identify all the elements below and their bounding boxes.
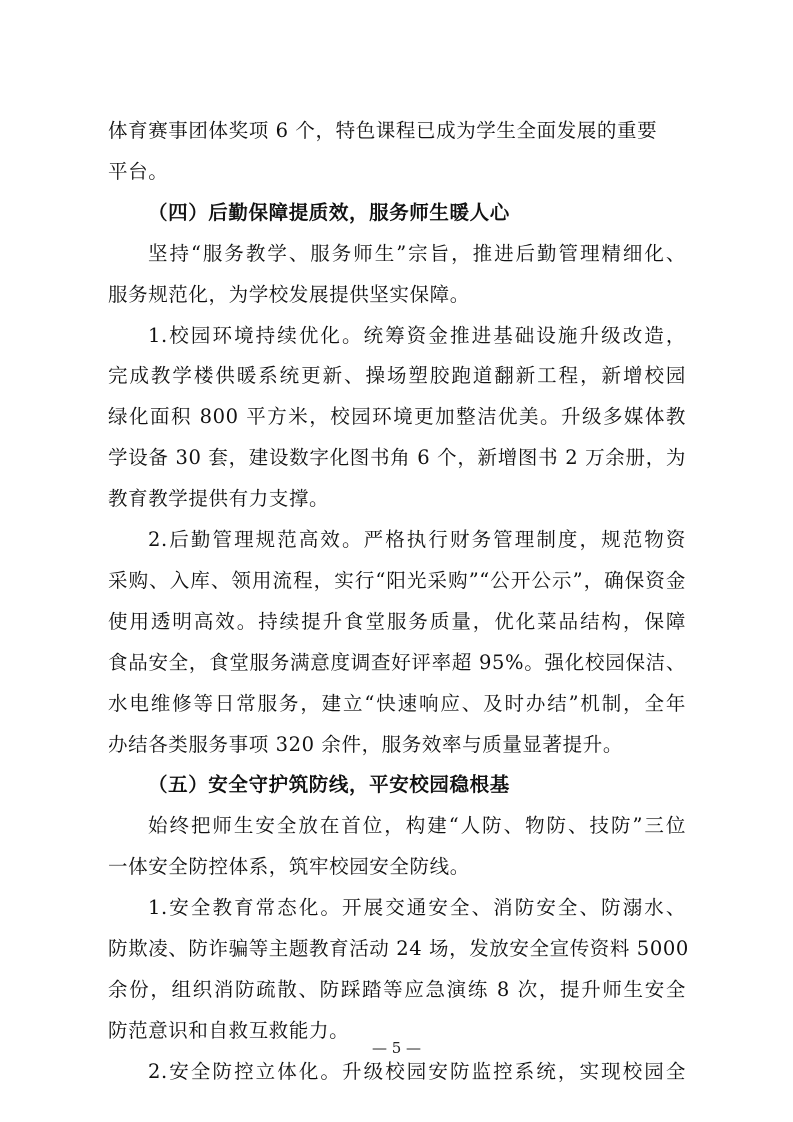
section-heading-5: （五）安全守护筑防线，平安校园稳根基 <box>148 773 510 797</box>
body-text-line: 坚持“服务教学、服务师生”宗旨，推进后勤管理精细化、 <box>148 241 686 265</box>
body-text-line: 平台。 <box>108 159 169 183</box>
body-text-line: 使用透明高效。持续提升食堂服务质量，优化菜品结构，保障 <box>108 609 686 633</box>
body-text-line: 始终把师生安全放在首位，构建“人防、物防、技防”三位 <box>148 814 686 838</box>
body-text-line: 一体安全防控体系，筑牢校园安全防线。 <box>108 855 470 879</box>
body-text-line: 完成教学楼供暖系统更新、操场塑胶跑道翻新工程，新增校园 <box>108 364 686 388</box>
body-text-line: 教育教学提供有力支撑。 <box>108 487 330 511</box>
body-text-line: 1.安全教育常态化。开展交通安全、消防安全、防溺水、 <box>148 896 686 920</box>
body-text-line: 服务规范化，为学校发展提供坚实保障。 <box>108 282 470 306</box>
body-text-line: 余份，组织消防疏散、防踩踏等应急演练 8 次，提升师生安全 <box>108 977 686 1001</box>
body-text-line: 防欺凌、防诈骗等主题教育活动 24 场，发放安全宣传资料 5000 <box>108 937 689 960</box>
body-text-line: 学设备 30 套，建设数字化图书角 6 个，新增图书 2 万余册，为 <box>108 446 686 470</box>
body-text-line: 2.安全防控立体化。升级校园安防监控系统，实现校园全 <box>148 1059 686 1083</box>
body-text-line: 采购、入库、领用流程，实行“阳光采购”“公开公示”，确保资金 <box>108 568 686 592</box>
body-text-line: 1.校园环境持续优化。统筹资金推进基础设施升级改造， <box>148 323 686 347</box>
section-heading-4: （四）后勤保障提质效，服务师生暖人心 <box>148 200 510 224</box>
body-text-line: 体育赛事团体奖项 6 个，特色课程已成为学生全面发展的重要 <box>108 119 658 142</box>
body-text-line: 食品安全，食堂服务满意度调查好评率超 95%。强化校园保洁、 <box>108 650 686 674</box>
body-text-line: 水电维修等日常服务，建立“快速响应、及时办结”机制，全年 <box>108 691 686 715</box>
body-text-line: 办结各类服务事项 320 余件，服务效率与质量显著提升。 <box>108 732 623 756</box>
page-number: — 5 — <box>371 1039 422 1057</box>
body-text-line: 绿化面积 800 平方米，校园环境更加整洁优美。升级多媒体教 <box>108 405 686 429</box>
body-text-line: 防范意识和自救互救能力。 <box>108 1018 350 1042</box>
body-text-line: 2.后勤管理规范高效。严格执行财务管理制度，规范物资 <box>148 528 686 551</box>
